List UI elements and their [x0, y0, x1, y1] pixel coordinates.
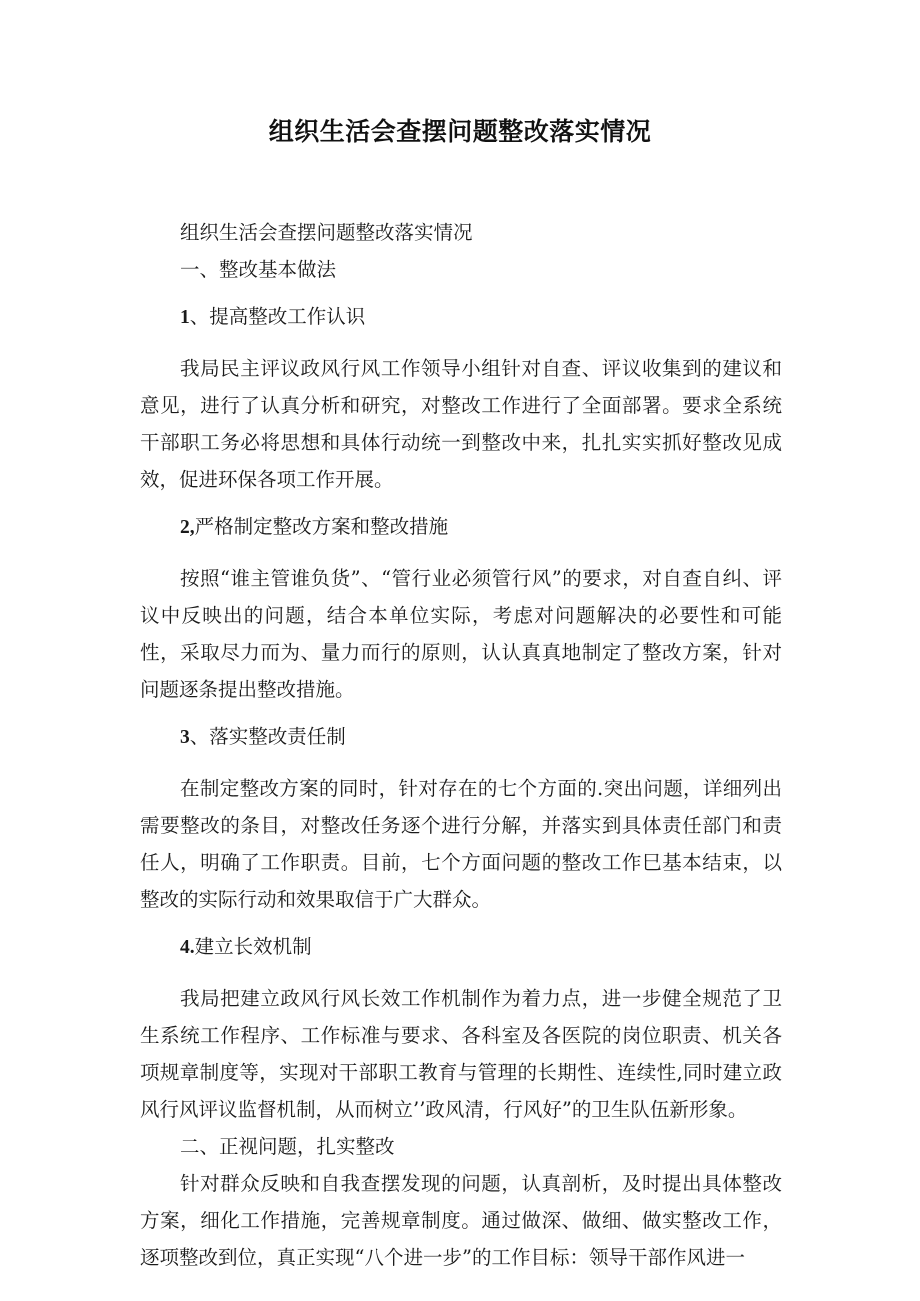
- paragraph-1: 我局民主评议政风行风工作领导小组针对自查、评议收集到的建议和意见，进行了认真分析和研究，对整改工作进行了全面部署。要求全系统干部职工务必将思想和具体行动统一到整改中来，扎扎实实抓好整改见成效，促进环保各项工作开展。: [140, 357, 782, 491]
- section-heading-2: 二、正视问题，扎实整改: [180, 1135, 395, 1158]
- section-heading-1: 一、整改基本做法: [180, 258, 337, 281]
- item-heading-text: 、落实整改责任制: [189, 725, 346, 748]
- paragraph-4: 我局把建立政风行风长效工作机制作为着力点，进一步健全规范了卫生系统工作程序、工作标准与要求、各科室及各医院的岗位职责、机关各项规章制度等，实现对干部职工教育与管理的长期性、连续性,同时建立政风行风评议监督机制，从而树立’’政风清，行风好”的卫生队伍新形象。: [140, 987, 782, 1121]
- paragraph-2: 按照“谁主管谁负货”、“管行业必须管行风”的要求，对自查自纠、评议中反映出的问题，结合本单位实际，考虑对问题解决的必要性和可能性，采取尽力而为、量力而行的原则，认认真真地制定了整改方案，针对问题逐条提出整改措施。: [140, 567, 782, 701]
- item-number: 3: [180, 727, 190, 748]
- item-heading-4: [140, 928, 782, 966]
- item-heading-3: [140, 718, 782, 756]
- document-title: 组织生活会查摆问题整改落实情况: [268, 117, 652, 146]
- item-heading-1: [140, 298, 782, 336]
- item-number: 1: [180, 307, 190, 328]
- item-heading-text: 建立长效机制: [194, 935, 312, 958]
- document-body: [140, 214, 782, 1276]
- intro-line: 组织生活会查摆问题整改落实情况: [180, 221, 473, 244]
- paragraph-5: 针对群众反映和自我查摆发现的问题，认真剖析，及时提出具体整改方案，细化工作措施，完善规章制度。通过做深、做细、做实整改工作，逐项整改到位，真正实现“八个进一步”的工作目标：领导干部作风进一: [140, 1172, 782, 1269]
- item-heading-text: 、提高整改工作认识: [189, 305, 366, 328]
- item-heading-2: [140, 508, 782, 546]
- item-heading-text: 严格制定整改方案和整改措施: [194, 515, 449, 538]
- item-number: 4.: [180, 937, 195, 958]
- item-number: 2,: [180, 517, 195, 538]
- paragraph-3: 在制定整改方案的同时，针对存在的七个方面的.突出问题，详细列出需要整改的条目，对整改任务逐个进行分解，并落实到具体责任部门和责任人，明确了工作职责。目前，七个方面问题的整改工作巳基本结束，以整改的实际行动和效果取信于广大群众。: [140, 777, 782, 911]
